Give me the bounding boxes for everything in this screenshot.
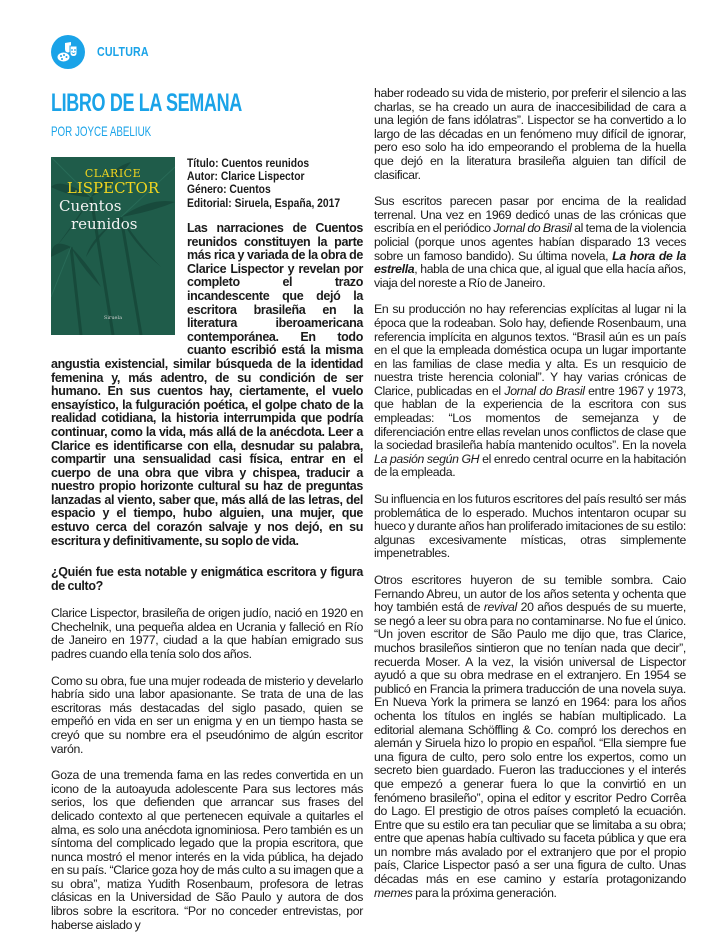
newspaper-title: Jornal do Brasil bbox=[493, 221, 572, 236]
fact-title: Título: Cuentos reunidos bbox=[187, 156, 310, 170]
column-left bbox=[51, 566, 363, 945]
body-paragraph: Sus escritos parecen pasar por encima de la realidad terrenal. Una vez en 1969 dedicó unas de las crónicas que escribía en el periódico Jornal do Brasil al tema de la violencia policial (porque unos agentes habían disparado 13 veces sobre un famoso bandido). Su última novela, La hora de la estrella, habla de una chica que, al igual que ella hacía años, viaja del noreste a Río de Janeiro. bbox=[374, 194, 686, 290]
body-paragraph: haber rodeado su vida de misterio, por preferir el silencio a las charlas, se ha creado un aura de inaccesibilidad de cara a una legión de fans idólatras”. Lispector se ha convertido a lo largo de las décadas en un fenómeno muy difícil de ignorar, pero eso solo ha ido empeorando el problema de la huella que dejó en la literatura brasileña alguien tan difícil de clasificar. bbox=[374, 86, 686, 182]
cover-author-first: CLARICE bbox=[84, 167, 142, 180]
article-byline: POR JOYCE ABELIUK bbox=[51, 123, 152, 139]
cover-title-line1: Cuentos bbox=[59, 197, 122, 215]
fact-author: Autor: Clarice Lispector bbox=[187, 169, 305, 184]
cover-author-last: LISPECTOR bbox=[66, 179, 160, 197]
body-paragraph: Otros escritores huyeron de su temible sombra. Caio Fernando Abreu, un autor de los años setenta y ochenta que hoy también está de revival 20 años después de su muerte, se negó a leer su obra para no contaminarse. No fue el único. “Un joven escritor de São Paulo me dijo que, tras Clarice, muchos brasileños sintieron que no tenían nada que decir”, recuerda Moser. A la vez, la visión universal de Lispector ayudó a que su obra medrase en el extranjero. En 1954 se publicó en Francia la primera traducción de una novela suya. En Nueva York la primera se lanzó en 1964: para los años ochenta los títulos en inglés se habían multiplicado. La editorial alemana Schöffling & Co. compró los derechos en alemán y Siruela hizo lo propio en español. “Ella siempre fue una figura de culto, pero solo entre los expertos, como un secreto bien guardado. Fueron las traducciones y el interés que empezó a generar fuera lo que la convirtió en un fenómeno brasileño”, opina el editor y escritor Pedro Corrêa do Lago. El prestigio de otros países completó la ecuación. Entre que su estilo era tan peculiar que se limitaba a su obra; entre que apenas había cultivado su faceta pública y que era un nombre más avalado por el extranjero que por el propio país, Clarice Lispector pasó a ser una figura de culto. Unas décadas más en ese camino y estaría protagonizando memes para la próxima generación. bbox=[374, 573, 686, 900]
italic-term: memes bbox=[374, 885, 413, 900]
cover-title-line2: reunidos bbox=[71, 215, 138, 233]
italic-term: revival bbox=[483, 600, 517, 615]
novel-title: La pasión según GH bbox=[374, 451, 480, 466]
theater-masks-palette-icon bbox=[51, 35, 85, 69]
novel-title: La hora de la estrella bbox=[374, 248, 686, 277]
fact-genre: Género: Cuentos bbox=[187, 182, 271, 197]
article-headline: LIBRO DE LA SEMANA bbox=[51, 89, 242, 117]
book-facts bbox=[187, 157, 362, 210]
cover-publisher: Siruela bbox=[103, 315, 123, 321]
body-paragraph: Clarice Lispector, brasileña de origen judío, nació en 1920 en Chechelnik, una pequeña aldea en Ucrania y falleció en Río de Janeiro en 1977, ciudad a la que habían emigrado sus padres cuando ella tenía solo dos años. bbox=[51, 606, 363, 661]
newspaper-title: Jornal do Brasil bbox=[504, 383, 585, 398]
subheading-question: ¿Quién fue esta notable y enigmática escritora y figura de culto? bbox=[51, 565, 363, 593]
body-paragraph: Goza de una tremenda fama en las redes convertida en un icono de la autoayuda adolescente Para sus lectores más serios, los que defienden que arrancar sus frases del delicado contexto al que pertenecen equivale a quitarles el alma, es solo una anécdota ignominiosa. Pero también es un síntoma del complicado legado que la propia escritora, que nunca mostró el menor interés en la vida pública, ha dejado en su país. “Clarice goza hoy de más culto a su imagen que a su obra”, matiza Yudith Rosenbaum, profesora de letras clásicas en la Universidad de São Paulo y autora de dos libros sobre la escritora. “Por no conceder entrevistas, por haberse aislado y bbox=[51, 768, 363, 932]
column-right bbox=[374, 87, 686, 913]
section-header bbox=[51, 35, 158, 69]
body-paragraph: En su producción no hay referencias explícitas al lugar ni la época que la rodeaban. Solo hay, defiende Rosenbaum, una referencia implícita en algunos textos. “Brasil aún es un país en el que la empleada doméstica ocupa un lugar importante en las familias de clase media y alta. Es un resquicio de nuestra triste herencia colonial”. Y hay varias crónicas de Clarice, publicadas en el Jornal do Brasil entre 1967 y 1973, que hablan de la experiencia de la escritora con sus empleadas: “Los momentos de semejanza y de diferenciación entre ellas revelan unos conflictos de clase que la sociedad brasileña había mantenido ocultos”. En la novela La pasión según GH el enredo central ocurre en la habitación de la empleada. bbox=[374, 302, 687, 480]
intro-text: Las narraciones de Cuentos reunidos constituyen la parte más rica y variada de la obra de Clarice Lispector y revelan por completo el trazo incandescente que dejó la escritora brasileña en la literatura iberoamericana contemporánea. En todo cuanto escribió está la misma angustia existencial, similar búsqueda de la identidad femenina y, más adentro, de su condición de ser humano. En sus cuentos hay, ciertamente, el vuelo ensayístico, la fulguración poética, el golpe chato de la realidad cotidiana, la historia interrumpida que podría continuar, como la vida, más allá de la anécdota. Leer a Clarice es identificarse con ella, desnudar su palabra, compartir una sensualidad casi física, entrar en el cuerpo de una obra que vibra y chispea, traducir a nuestro propio horizonte cultural su haz de preguntas lanzadas al viento, saber que, más allá de las letras, del espacio y el tiempo, hubo alguien, una mujer, que estuvo cerca del corazón salvaje y nos dejó, en su escritura y definitivamente, su soplo de vida. bbox=[51, 221, 363, 548]
body-paragraph: Como su obra, fue una mujer rodeada de misterio y develarlo habría sido una labor apasionante. Se trata de una de las escritoras más destacadas del siglo pasado, quien se empeñó en vida en ser un enigma y en un tiempo hasta se creyó que su nombre era el pseudónimo de algún escritor varón. bbox=[51, 673, 363, 756]
section-label: CULTURA bbox=[97, 45, 149, 59]
intro-paragraph bbox=[51, 222, 363, 548]
fact-publisher: Editorial: Siruela, España, 2017 bbox=[187, 195, 341, 210]
body-paragraph: Su influencia en los futuros escritores del país resultó ser más problemática de lo esperado. Muchos intentaron ocupar su hueco y durante años han proliferado imitaciones de su estilo: algunas excesivamente místicas, otras simplemente impenetrables. bbox=[374, 492, 686, 561]
